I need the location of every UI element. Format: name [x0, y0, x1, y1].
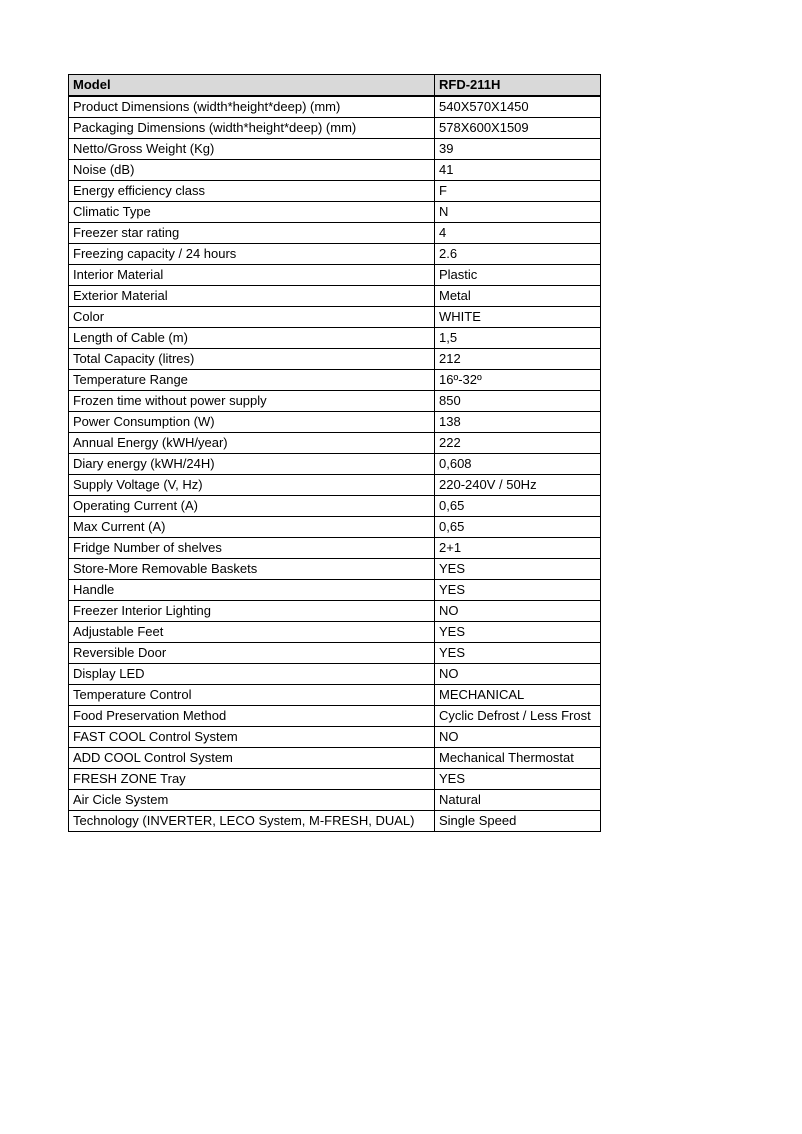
- spec-value: 220-240V / 50Hz: [435, 475, 601, 496]
- spec-value: 578X600X1509: [435, 118, 601, 139]
- spec-label: Fridge Number of shelves: [69, 538, 435, 559]
- spec-label: Frozen time without power supply: [69, 391, 435, 412]
- spec-value: YES: [435, 769, 601, 790]
- spec-label: Max Current (A): [69, 517, 435, 538]
- table-row: [69, 223, 601, 244]
- spec-value: YES: [435, 580, 601, 601]
- spec-value: MECHANICAL: [435, 685, 601, 706]
- spec-value: 540X570X1450: [435, 96, 601, 118]
- spec-label: Handle: [69, 580, 435, 601]
- table-row: [69, 370, 601, 391]
- spec-label: Product Dimensions (width*height*deep) (mm): [69, 96, 435, 118]
- spec-value: 0,65: [435, 496, 601, 517]
- spec-value: 2+1: [435, 538, 601, 559]
- spec-label: Packaging Dimensions (width*height*deep) (mm): [69, 118, 435, 139]
- spec-value: Mechanical Thermostat: [435, 748, 601, 769]
- table-header-row: [69, 75, 601, 97]
- spec-label: ADD COOL Control System: [69, 748, 435, 769]
- table-row: [69, 643, 601, 664]
- spec-value: N: [435, 202, 601, 223]
- spec-value: 850: [435, 391, 601, 412]
- spec-label: Freezer star rating: [69, 223, 435, 244]
- spec-value: Metal: [435, 286, 601, 307]
- table-row: [69, 538, 601, 559]
- spec-label: Total Capacity (litres): [69, 349, 435, 370]
- spec-value: 222: [435, 433, 601, 454]
- spec-value: 39: [435, 139, 601, 160]
- table-row: [69, 685, 601, 706]
- table-row: [69, 769, 601, 790]
- table-row: [69, 748, 601, 769]
- table-row: [69, 433, 601, 454]
- spec-label: Display LED: [69, 664, 435, 685]
- spec-label: FAST COOL Control System: [69, 727, 435, 748]
- spec-value: NO: [435, 664, 601, 685]
- spec-label: Netto/Gross Weight (Kg): [69, 139, 435, 160]
- spec-value: Cyclic Defrost / Less Frost: [435, 706, 601, 727]
- header-model-label: Model: [69, 75, 435, 97]
- spec-value: Natural: [435, 790, 601, 811]
- spec-value: YES: [435, 643, 601, 664]
- spec-label: FRESH ZONE Tray: [69, 769, 435, 790]
- spec-label: Technology (INVERTER, LECO System, M-FRESH, DUAL): [69, 811, 435, 832]
- spec-value: 212: [435, 349, 601, 370]
- spec-label: Temperature Range: [69, 370, 435, 391]
- spec-label: Length of Cable (m): [69, 328, 435, 349]
- table-row: [69, 349, 601, 370]
- spec-value: YES: [435, 622, 601, 643]
- table-row: [69, 475, 601, 496]
- table-row: [69, 580, 601, 601]
- spec-value: 0,65: [435, 517, 601, 538]
- table-row: [69, 727, 601, 748]
- spec-label: Food Preservation Method: [69, 706, 435, 727]
- spec-value: Single Speed: [435, 811, 601, 832]
- table-row: [69, 517, 601, 538]
- spec-value: Plastic: [435, 265, 601, 286]
- header-model-value: RFD-211H: [435, 75, 601, 97]
- table-row: [69, 202, 601, 223]
- spec-label: Adjustable Feet: [69, 622, 435, 643]
- spec-value: F: [435, 181, 601, 202]
- spec-value: 138: [435, 412, 601, 433]
- spec-table-body: [69, 96, 601, 832]
- spec-table: [68, 74, 601, 832]
- spec-label: Exterior Material: [69, 286, 435, 307]
- spec-value: 1,5: [435, 328, 601, 349]
- spec-label: Freezing capacity / 24 hours: [69, 244, 435, 265]
- table-row: [69, 601, 601, 622]
- table-row: [69, 307, 601, 328]
- table-row: [69, 160, 601, 181]
- spec-label: Freezer Interior Lighting: [69, 601, 435, 622]
- spec-value: 41: [435, 160, 601, 181]
- spec-label: Diary energy (kWH/24H): [69, 454, 435, 475]
- spec-value: NO: [435, 727, 601, 748]
- table-row: [69, 811, 601, 832]
- spec-label: Interior Material: [69, 265, 435, 286]
- spec-value: 16º-32º: [435, 370, 601, 391]
- spec-value: 2.6: [435, 244, 601, 265]
- spec-label: Supply Voltage (V, Hz): [69, 475, 435, 496]
- spec-value: WHITE: [435, 307, 601, 328]
- table-row: [69, 664, 601, 685]
- spec-value: 0,608: [435, 454, 601, 475]
- spec-value: YES: [435, 559, 601, 580]
- table-row: [69, 286, 601, 307]
- spec-label: Annual Energy (kWH/year): [69, 433, 435, 454]
- table-row: [69, 496, 601, 517]
- table-row: [69, 790, 601, 811]
- table-row: [69, 328, 601, 349]
- spec-label: Operating Current (A): [69, 496, 435, 517]
- table-row: [69, 391, 601, 412]
- spec-label: Temperature Control: [69, 685, 435, 706]
- table-row: [69, 181, 601, 202]
- table-row: [69, 559, 601, 580]
- table-row: [69, 706, 601, 727]
- table-row: [69, 454, 601, 475]
- spec-label: Air Cicle System: [69, 790, 435, 811]
- table-row: [69, 244, 601, 265]
- spec-label: Store-More Removable Baskets: [69, 559, 435, 580]
- table-row: [69, 622, 601, 643]
- spec-label: Color: [69, 307, 435, 328]
- table-row: [69, 139, 601, 160]
- table-row: [69, 118, 601, 139]
- spec-label: Reversible Door: [69, 643, 435, 664]
- table-row: [69, 412, 601, 433]
- table-row: [69, 96, 601, 118]
- spec-label: Power Consumption (W): [69, 412, 435, 433]
- spec-label: Energy efficiency class: [69, 181, 435, 202]
- spec-label: Climatic Type: [69, 202, 435, 223]
- table-row: [69, 265, 601, 286]
- spec-label: Noise (dB): [69, 160, 435, 181]
- spec-value: 4: [435, 223, 601, 244]
- spec-value: NO: [435, 601, 601, 622]
